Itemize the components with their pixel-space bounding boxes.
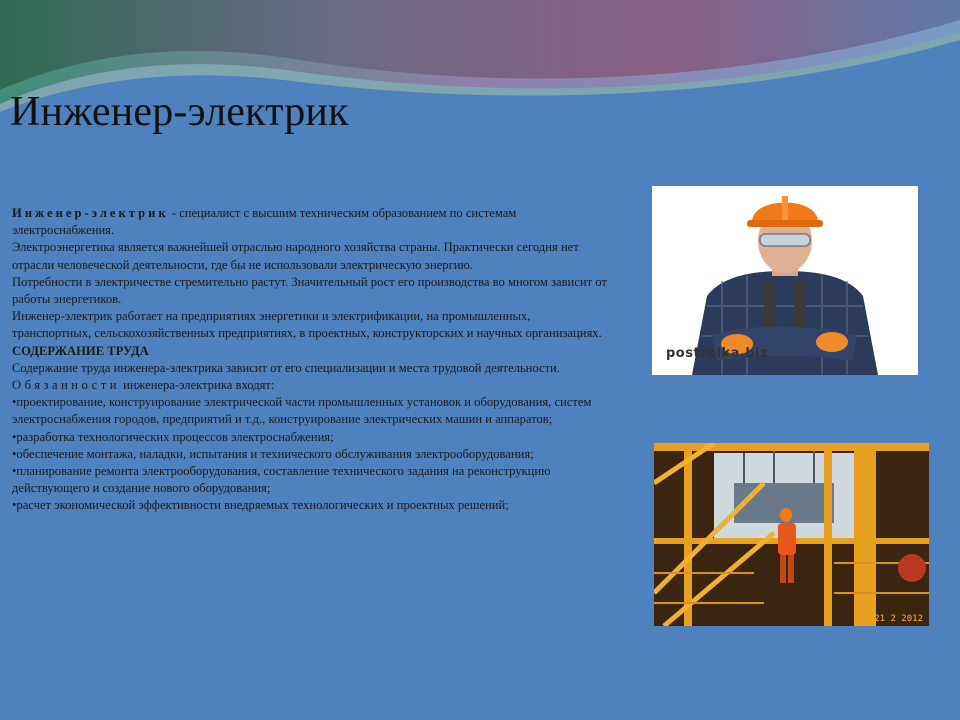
paragraph: Электроэнергетика является важнейшей отраслью народного хозяйства страны. Практически сегодня нет отрасли человеческой деятельности, где бы не использовали электрическую энергию. (12, 240, 579, 272)
duty-item: •разработка технологических процессов электроснабжения; (12, 429, 334, 444)
industrial-illustration (654, 443, 929, 626)
duty-item: •проектирование, конструирование электрической части промышленных установок и оборудования, систем электроснабжения городов, предприятий и т.д., конструирование электрических машин и аппаратов; (12, 395, 592, 427)
duty-item: •обеспечение монтажа, наладки, испытания и технического обслуживания электрооборудования; (12, 446, 534, 461)
intro-term: Инженер-электрик (12, 206, 169, 220)
engineer-photo (652, 186, 918, 375)
duties-intro (12, 377, 612, 394)
industrial-site-photo (654, 443, 929, 626)
photo-datestamp: 21 2 2012 (874, 614, 923, 624)
intro-definition: - специалист с высшим техническим образованием по системам электроснабжения. (12, 206, 517, 238)
intro-paragraph (12, 205, 612, 239)
section-heading: СОДЕРЖАНИЕ ТРУДА (12, 343, 149, 358)
duty-item: •планирование ремонта электрооборудования, составление технического задания на реконструкцию действующего и создание нового оборудования; (12, 464, 551, 496)
duties-suffix: инженера-электрика входят: (119, 378, 275, 393)
duties-prefix: Обязанности (12, 378, 120, 393)
body-text (12, 205, 612, 515)
photo-watermark: postroika.biz (666, 346, 769, 361)
duty-item: •расчет экономической эффективности внедряемых технологических и проектных решений; (12, 498, 509, 513)
section-text: Содержание труда инженера-электрика зависит от его специализации и места трудовой деятельности. (12, 360, 560, 375)
slide-title: Инженер-электрик (10, 89, 349, 135)
paragraph: Инженер-электрик работает на предприятиях энергетики и электрификации, на промышленных, транспортных, сельскохозяйственных предприятиях, в проектных, конструкторских и научных организациях. (12, 309, 602, 341)
paragraph: Потребности в электричестве стремительно растут. Значительный рост его производства во многом зависит от работы энергетиков. (12, 274, 607, 307)
